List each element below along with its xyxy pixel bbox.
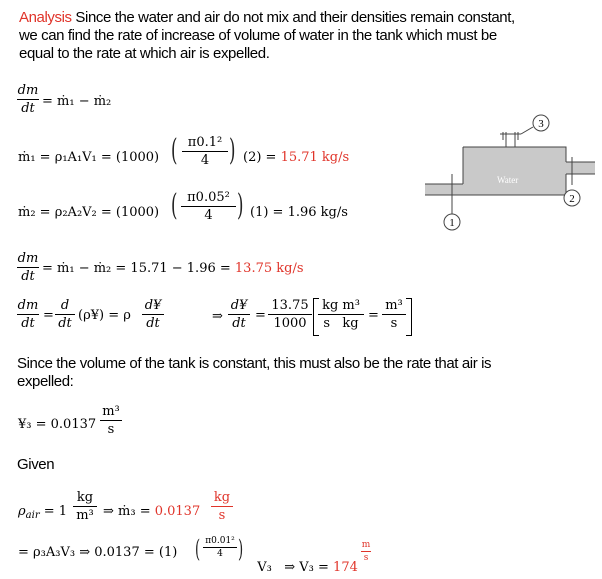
tank-figure (425, 110, 595, 240)
eq7-den: m³ (76, 508, 94, 523)
air-vent (500, 132, 521, 147)
text2-line-1: Since the volume of the tank is constant, this must also be the rate that air is (17, 355, 492, 372)
eq2-lparen: ( (171, 133, 178, 168)
eq4-result: 13.75 kg/s (234, 261, 304, 276)
eq4-bar (17, 267, 39, 268)
eq1-den: dt (21, 101, 35, 116)
eq8-lparen: ( (195, 535, 201, 563)
eq8-r-bar (361, 551, 371, 552)
intro-text-1: Since the water and air do not mix and their densities remain constant, (71, 9, 515, 26)
intro-line-2: we can find the rate of increase of volume of water in the tank which must be (19, 27, 497, 44)
eq6-num: m³ (102, 404, 120, 419)
eq6-bar (100, 420, 122, 421)
intro-line-1 (19, 9, 515, 27)
eq5-d-num: d¥ (230, 298, 248, 313)
eq5-a-bar (17, 314, 39, 315)
eq2-mid: (2) = (243, 150, 281, 165)
eq5-rbracket (406, 298, 412, 336)
eq3-rparen: ) (237, 188, 244, 223)
eq3-lparen: ( (171, 188, 178, 223)
eq4-mid: = ṁ₁ − ṁ₂ = 15.71 − 1.96 = (42, 261, 235, 276)
eq7-rho-sub: air (25, 510, 40, 521)
eq7-lhs (18, 504, 67, 519)
eq2-num: π0.1² (187, 135, 223, 150)
eq8-rparen: ) (238, 535, 244, 563)
intro-line-3: equal to the rate at which air is expelled. (19, 45, 270, 62)
eq5-a-fraction (17, 298, 39, 331)
eq8-r-num: m (361, 540, 371, 550)
eq4-den: dt (21, 269, 35, 284)
eq2-result: 15.71 kg/s (280, 150, 350, 165)
eq5-e-num: 13.75 (271, 298, 309, 313)
eq1-fraction (17, 83, 39, 116)
inlet-pipe (425, 184, 463, 195)
text2-line-2: expelled: (17, 373, 74, 390)
water-label: Water (497, 175, 519, 185)
eq7-r-fraction (211, 490, 233, 523)
eq5-eq3: = (368, 308, 379, 323)
eq1-rhs: = ṁ₁ − ṁ₂ (42, 94, 112, 109)
eq5-f-fraction (318, 298, 364, 331)
eq2-fraction (182, 135, 228, 168)
eq8-rest (249, 545, 358, 575)
callout-3: 3 (538, 118, 544, 130)
eq5-a-num: dm (17, 298, 39, 313)
eq5-c-bar (142, 314, 164, 315)
eq8-r-den: s (363, 553, 369, 563)
eq5-f-den: s kg (323, 316, 359, 331)
outlet-pipe (566, 162, 595, 174)
eq3-num: π0.05² (187, 190, 230, 205)
eq1-num: dm (17, 83, 39, 98)
water-body (463, 147, 566, 195)
eq6-lhs: ¥₃ = 0.0137 (18, 417, 97, 432)
eq4-num: dm (17, 251, 39, 266)
eq6-den: s (107, 422, 115, 437)
eq7-r-num: kg (213, 490, 231, 505)
eq4-rest (42, 261, 304, 276)
eq8-fraction (203, 536, 237, 559)
eq5-c-num: d¥ (144, 298, 162, 313)
eq5-b-num: d (60, 298, 70, 313)
eq5-f-num: kg m³ (322, 298, 360, 313)
eq5-d-bar (228, 314, 250, 315)
eq8-den: 4 (217, 549, 223, 559)
eq7-num: kg (76, 490, 94, 505)
eq3-fraction (181, 190, 236, 223)
eq3-tail: (1) = 1.96 kg/s (250, 205, 348, 220)
eq8-mid: V₃ ⇒ V₃ = (257, 560, 334, 575)
eq5-c-fraction (142, 298, 164, 331)
eq2-rest (243, 150, 349, 165)
eq7-bar (73, 506, 97, 507)
eq3-lhs: ṁ₂ = ρ₂A₂V₂ = (1000) (18, 205, 160, 220)
eq7-r-bar (211, 506, 233, 507)
eq5-e-den: 1000 (273, 316, 307, 331)
given-label: Given (17, 456, 55, 473)
eq5-g-fraction (382, 298, 406, 331)
eq5-d-den: dt (232, 316, 246, 331)
eq7-mid: ⇒ ṁ₃ = (103, 504, 155, 519)
eq5-b-den: dt (58, 316, 72, 331)
analysis-label: Analysis (19, 9, 72, 26)
eq5-b-tail: (ρ¥) = ρ (78, 308, 131, 323)
eq8-lhs: = ρ₃A₃V₃ ⇒ 0.0137 = (1) (18, 545, 178, 560)
callout-2: 2 (569, 193, 575, 205)
eq5-e-bar (268, 314, 312, 315)
eq2-den: 4 (200, 153, 210, 168)
eq7-result: 0.0137 (154, 504, 201, 519)
eq6-fraction (100, 404, 122, 437)
eq5-g-num: m³ (385, 298, 403, 313)
eq7-r-den: s (218, 508, 226, 523)
eq2-rparen: ) (229, 133, 236, 168)
eq5-eq: = (43, 308, 54, 323)
eq7-rho: ρ (18, 504, 26, 519)
eq2-bar (182, 151, 228, 152)
eq5-c-den: dt (146, 316, 160, 331)
eq8-result: 174 (333, 560, 358, 575)
eq1-bar (17, 99, 39, 100)
eq5-eq2: = (255, 308, 266, 323)
eq5-f-bar (318, 314, 364, 315)
eq7-rest (103, 504, 200, 519)
eq5-e-fraction (268, 298, 312, 331)
eq5-b-bar (55, 314, 75, 315)
eq3-den: 4 (204, 208, 213, 223)
eq5-a-den: dt (21, 316, 35, 331)
eq5-g-den: s (390, 316, 398, 331)
eq4-fraction (17, 251, 39, 284)
eq7-fraction (73, 490, 97, 523)
eq5-d-fraction (228, 298, 250, 331)
eq8-r-fraction (361, 540, 371, 563)
eq5-g-bar (382, 314, 406, 315)
eq3-bar (181, 206, 236, 207)
eq2-lhs: ṁ₁ = ρ₁A₁V₁ = (1000) (18, 150, 160, 165)
vent-leader (521, 127, 533, 134)
eq8-bar (203, 547, 237, 548)
callout-1: 1 (449, 217, 455, 229)
eq7-eq: = 1 (39, 504, 68, 519)
eq5-b-fraction (55, 298, 75, 331)
eq5-arrow: ⇒ (212, 309, 223, 324)
eq8-num: π0.01² (205, 536, 235, 546)
